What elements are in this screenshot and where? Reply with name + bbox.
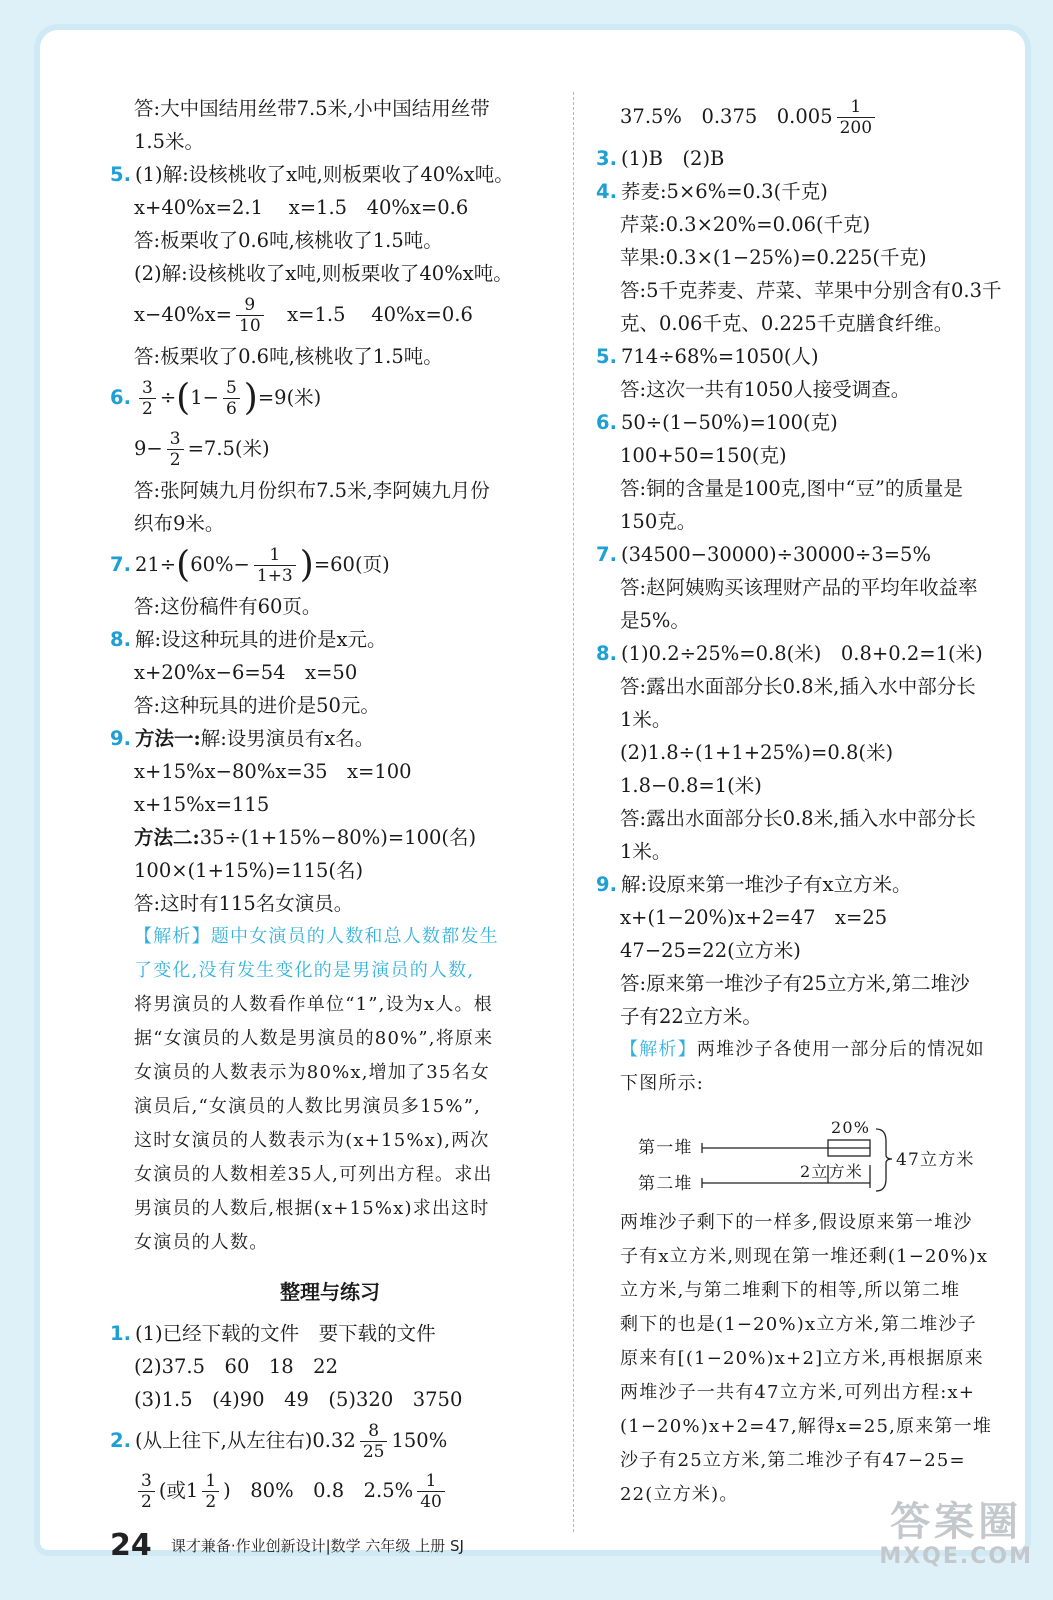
pile2-label: 第二堆: [638, 1174, 693, 1194]
answer-line: 答:露出水面部分长0.8米,插入水中部分长: [620, 807, 976, 830]
answer-line: 克、0.06千克、0.225千克膳食纤维。: [620, 312, 954, 335]
question-number: 8.: [596, 642, 617, 665]
question-number: 9.: [596, 873, 617, 896]
analysis-block: 【解析】两堆沙子各使用一部分后的情况如 下图所示: 第一堆 第二堆 20% 2立方米 47立方米 两堆沙子剩下的一样多,假设原来第一堆沙 子有x立方米,则现在第一堆还剩(1−20%)x 立方米,与第二堆剩下的相等,所以第二堆 剩下的也是(1−20%)x立方米,第二堆沙子 原来有[(1−20%)x+2]立方米,再根据原来 两堆沙子一共有47立方米,可列出方程:x+ (1−20%)x+2=47,解得x=25,原来第一堆 沙子有25立方米,第二堆沙子有47−25= 22(立方米)。: [596, 1033, 1032, 1512]
answer-line: 是5%。: [620, 609, 690, 632]
analysis-block: 【解析】题中女演员的人数和总人数都发生 了变化,没有发生变化的是男演员的人数, 将男演员的人数看作单位“1”,设为x人。根 据“女演员的人数是男演员的80%”,将原来 女演员的人数表示为80%x,增加了35名女 演员后,“女演员的人数比男演员多15%”, 这时女演员的人数表示为(x+15%x),两次 女演员的人数相差35人,可列出方程。求出 男演员的人数后,根据(x+15%x)求出这时 女演员的人数。: [134, 926, 499, 1253]
fraction: $\frac{9}{10}$: [236, 295, 264, 336]
answer-line: 150克。: [620, 510, 697, 533]
equation-line: 714÷68%=1050(人): [620, 345, 819, 368]
question-number: 1.: [110, 1322, 131, 1345]
question-number: 4.: [596, 180, 617, 203]
page-number: 24: [110, 1528, 152, 1563]
equation-line: x+40%x=2.1 x=1.5 40%x=0.6: [134, 196, 469, 219]
question-number: 2.: [110, 1429, 131, 1452]
equation-line: x−40%x= $\frac{9}{10}$ x=1.5 40%x=0.6: [134, 295, 473, 336]
equation-line: 1.8−0.8=1(米): [620, 774, 762, 797]
answer-line: 答:这时有115名女演员。: [134, 892, 354, 915]
solution-line: (2)解:设核桃收了x吨,则板栗收了40%x吨。: [134, 262, 513, 285]
answer-line: $\frac{3}{2}$ (或1 $\frac{1}{2}$ ) 80% 0.8 2.5% $\frac{1}{40}$: [110, 1466, 550, 1516]
solution-line: 解:设男演员有x名。: [200, 727, 375, 750]
answer-line: 答:这种玩具的进价是50元。: [134, 694, 380, 717]
total-label: 47立方米: [896, 1150, 975, 1170]
answer-line: 答:这份稿件有60页。: [134, 595, 322, 618]
answer-line: 1.5米。: [134, 130, 205, 153]
answer-line: 1米。: [620, 708, 672, 731]
solution-line: 解:设原来第一堆沙子有x立方米。: [620, 873, 912, 896]
question-number: 5.: [596, 345, 617, 368]
question-number: 8.: [110, 628, 131, 651]
answer-line: (2)37.5 60 18 22: [134, 1355, 338, 1378]
question-number: 6.: [110, 386, 131, 409]
extra-label: 2立方米: [800, 1162, 863, 1181]
segment-diagram-svg: [620, 1107, 1030, 1202]
watermark-bottom: MXQE.COM: [879, 1544, 1033, 1569]
book-series: 课才兼备·作业创新设计|数学 六年级 上册 SJ: [170, 1537, 464, 1555]
answer-line: 答:露出水面部分长0.8米,插入水中部分长: [620, 675, 976, 698]
answer-line: 答:板栗收了0.6吨,核桃收了1.5吨。: [134, 229, 443, 252]
equation-line: x+15%x=115: [134, 793, 270, 816]
answer-line: 子有22立方米。: [620, 1005, 762, 1028]
answer-line: 答:这次一共有1050人接受调查。: [620, 378, 911, 401]
answer-line: (1)已经下载的文件 要下载的文件: [134, 1322, 436, 1345]
question-number: 3.: [596, 147, 617, 170]
equation-line: 芹菜:0.3×20%=0.06(千克): [620, 213, 871, 236]
question-number: 7.: [110, 552, 131, 576]
equation-line: 100+50=150(克): [620, 444, 787, 467]
column-divider: [573, 92, 574, 1532]
solution-line: (1)解:设核桃收了x吨,则板栗收了40%x吨。: [134, 163, 514, 186]
total-brace: [876, 1129, 892, 1191]
answer-line: 答:大中国结用丝带7.5米,小中国结用丝带: [134, 97, 490, 120]
answer-line: 1米。: [620, 840, 672, 863]
equation-line: (34500−30000)÷30000÷3=5%: [620, 543, 931, 566]
left-column: [110, 92, 550, 1516]
sand-pile-diagram: [620, 1107, 1032, 1202]
answer-line: 37.5% 0.375 0.005 $\frac{1}{200}$: [596, 92, 1032, 142]
equation-line: 100×(1+15%)=115(名): [134, 859, 364, 882]
equation-line: 6. $\frac{3}{2}$ ÷(1− $\frac{5}{6}$ )=9(米): [110, 377, 322, 419]
analysis-tag: 【解析】: [134, 926, 211, 947]
percent-label: 20%: [831, 1118, 871, 1137]
watermark-top: 答案圈: [890, 1499, 1023, 1545]
question-number: 6.: [596, 411, 617, 434]
answer-line: 答:赵阿姨购买该理财产品的平均年收益率: [620, 576, 978, 599]
section-title: 整理与练习: [280, 1280, 380, 1304]
answer-line: 答:5千克荞麦、芹菜、苹果中分别含有0.3千: [620, 279, 1002, 302]
equation-line: 50÷(1−50%)=100(克): [620, 411, 838, 434]
pile1-label: 第一堆: [638, 1138, 693, 1158]
equation-line: x+(1−20%)x+2=47 x=25: [620, 906, 888, 929]
answer-line: (1)B (2)B: [620, 147, 725, 170]
equation-line: 荞麦:5×6%=0.3(千克): [620, 180, 828, 203]
equation-line: 7. 21÷(60%− $\frac{1}{1+3}$ )=60(页): [110, 544, 390, 586]
analysis-tag: 【解析】: [620, 1039, 697, 1060]
answer-line: 答:板栗收了0.6吨,核桃收了1.5吨。: [134, 345, 443, 368]
equation-line: x+15%x−80%x=35 x=100: [134, 760, 412, 783]
answer-line: 织布9米。: [134, 511, 225, 535]
right-column: [596, 92, 1032, 1512]
answer-line: (3)1.5 (4)90 49 (5)320 3750: [134, 1388, 463, 1411]
equation-line: 9− $\frac{3}{2}$ =7.5(米): [134, 428, 270, 470]
equation-line: 35÷(1+15%−80%)=100(名): [199, 826, 477, 849]
solution-line: 解:设这种玩具的进价是x元。: [134, 628, 387, 651]
answer-line: 答:张阿姨九月份织布7.5米,李阿姨九月份: [134, 478, 490, 502]
question-number: 7.: [596, 543, 617, 566]
equation-line: 47−25=22(立方米): [620, 939, 801, 962]
answer-line: 2. (从上往下,从左往右)0.32 $\frac{8}{25}$ 150%: [110, 1421, 448, 1462]
question-number: 9.: [110, 727, 131, 750]
watermark: [879, 1500, 1033, 1569]
method-label: 方法一:: [134, 727, 201, 750]
equation-line: (2)1.8÷(1+1+25%)=0.8(米): [620, 741, 894, 764]
page-footer: [110, 1528, 464, 1563]
question-number: 5.: [110, 163, 131, 186]
answer-line: 答:铜的含量是100克,图中“豆”的质量是: [620, 477, 963, 500]
equation-line: (1)0.2÷25%=0.8(米) 0.8+0.2=1(米): [620, 642, 983, 665]
answer-line: 答:原来第一堆沙子有25立方米,第二堆沙: [620, 972, 970, 995]
equation-line: 苹果:0.3×(1−25%)=0.225(千克): [620, 246, 927, 269]
equation-line: x+20%x−6=54 x=50: [134, 661, 358, 684]
method-label: 方法二:: [134, 826, 200, 849]
